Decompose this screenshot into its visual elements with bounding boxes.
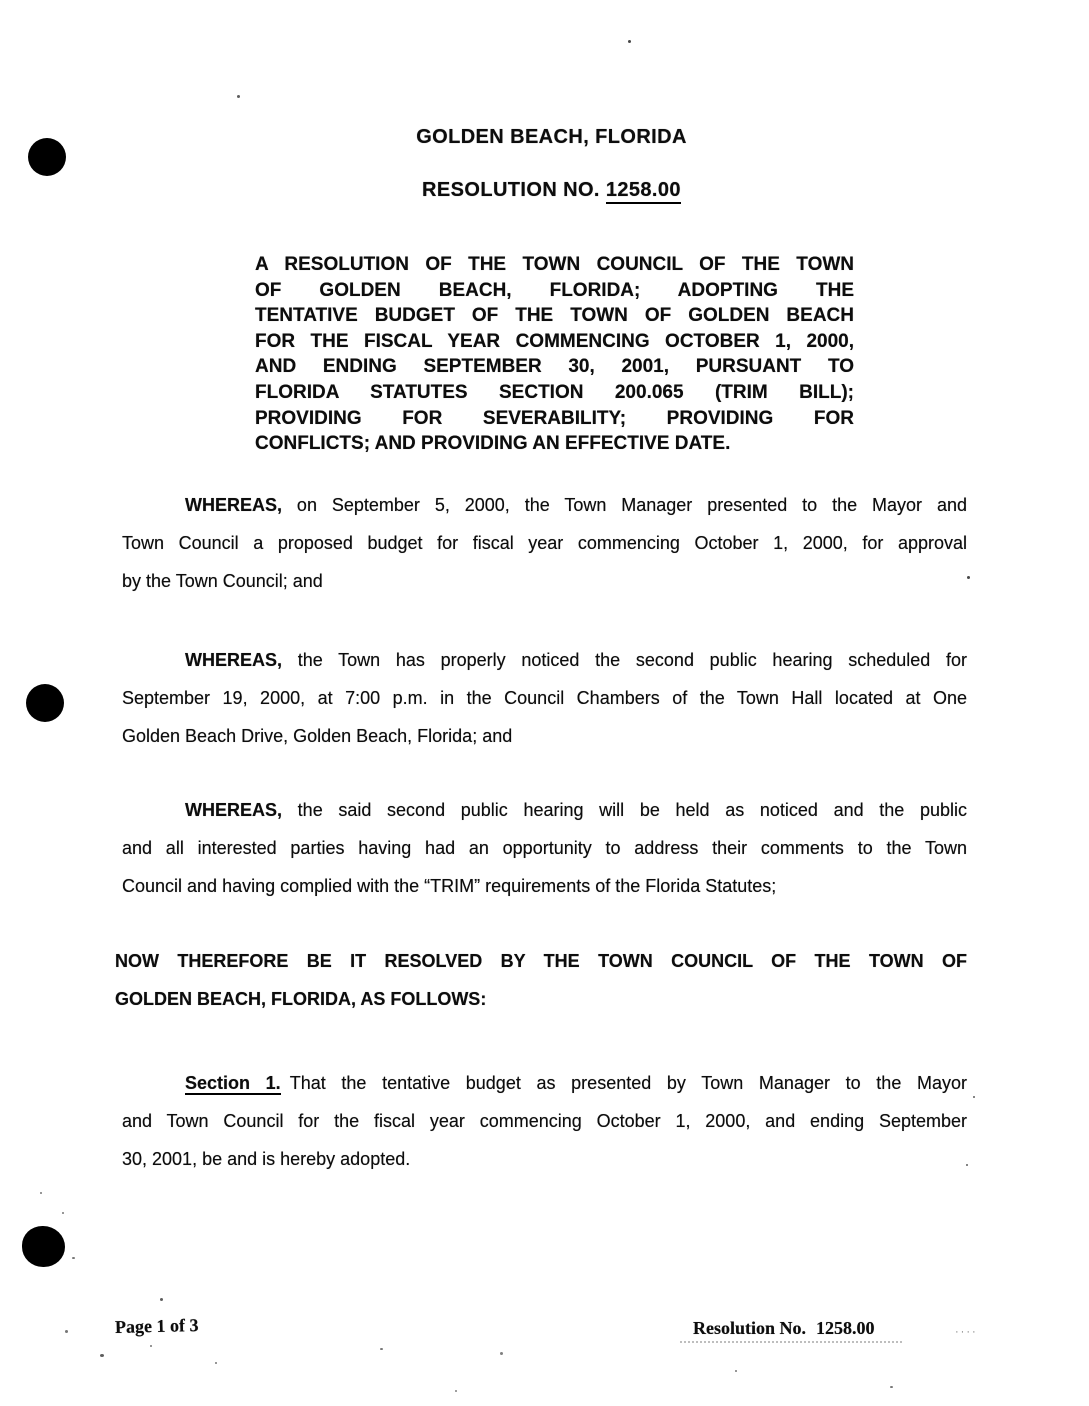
preamble-line: AND ENDING SEPTEMBER 30, 2001, PURSUANT TO <box>255 356 854 378</box>
preamble-line: FLORIDA STATUTES SECTION 200.065 (TRIM BILL); <box>255 381 854 403</box>
text-line: 30, 2001, be and is hereby adopted. <box>122 1149 411 1169</box>
scan-speck <box>160 1298 163 1301</box>
text-line: September 19, 2000, at 7:00 p.m. in the Council Chambers of the Town Hall located at One <box>122 688 967 708</box>
whereas-clause-2 <box>122 641 967 755</box>
whereas-lead: WHEREAS, <box>185 800 283 820</box>
scan-speck <box>62 1212 64 1214</box>
text-line: Section 1. That the tentative budget as presented by Town Manager to the Mayor <box>185 1073 968 1093</box>
text-line: WHEREAS, the said second public hearing will be held as noticed and the public <box>185 800 967 820</box>
resolution-heading <box>0 179 1089 202</box>
whereas-lead: WHEREAS, <box>185 650 283 670</box>
text-line: Council and having complied with the “TRIM” requirements of the Florida Statutes; <box>122 876 777 896</box>
whereas-lead: WHEREAS, <box>185 495 283 515</box>
footer-resolution-reference <box>693 1318 875 1339</box>
hole-punch-bottom <box>22 1226 65 1267</box>
document-title: GOLDEN BEACH, FLORIDA <box>416 126 687 148</box>
resolution-number: 1258.00 <box>606 179 681 204</box>
section-1-paragraph <box>122 1064 967 1178</box>
scan-speck <box>500 1352 503 1355</box>
scan-smudge: ···· <box>955 1326 978 1338</box>
text-line: WHEREAS, the Town has properly noticed the second public hearing scheduled for <box>185 650 967 670</box>
text-line: and Town Council for the fiscal year commencing October 1, 2000, and ending September <box>122 1111 967 1131</box>
preamble-line: TENTATIVE BUDGET OF THE TOWN OF GOLDEN BEACH <box>255 305 854 327</box>
preamble-line: CONFLICTS; AND PROVIDING AN EFFECTIVE DATE. <box>255 433 731 455</box>
footer-resolution-number: 1258.00 <box>816 1318 875 1338</box>
text-line: by the Town Council; and <box>122 571 323 591</box>
scan-speck <box>100 1354 104 1357</box>
scan-speck <box>65 1330 68 1333</box>
scan-speck <box>890 1386 893 1388</box>
scan-speck <box>380 1348 383 1350</box>
preamble-line: PROVIDING FOR SEVERABILITY; PROVIDING FOR <box>255 407 854 429</box>
scan-speck <box>150 1345 152 1347</box>
scan-speck <box>966 1164 968 1166</box>
preamble-block <box>255 252 854 457</box>
preamble-line: A RESOLUTION OF THE TOWN COUNCIL OF THE TOWN <box>255 254 854 275</box>
text-line: Town Council a proposed budget for fiscal year commencing October 1, 2000, for approval <box>122 533 967 553</box>
text-line: WHEREAS, on September 5, 2000, the Town Manager presented to the Mayor and <box>185 495 967 515</box>
text-line: and all interested parties having had an opportunity to address their comments to the Town <box>122 838 967 858</box>
text-line: Golden Beach Drive, Golden Beach, Florida; and <box>122 726 513 746</box>
scan-speck <box>735 1370 737 1372</box>
scan-speck <box>973 1096 975 1098</box>
text-line: GOLDEN BEACH, FLORIDA, AS FOLLOWS: <box>115 989 487 1009</box>
page-number: Page 1 of 3 <box>114 1314 199 1338</box>
preamble-line: FOR THE FISCAL YEAR COMMENCING OCTOBER 1, 2000, <box>255 330 854 352</box>
section-1-lead: Section 1. <box>185 1073 281 1093</box>
whereas-clause-3 <box>122 791 967 905</box>
text-line: NOW THEREFORE BE IT RESOLVED BY THE TOWN COUNCIL OF THE TOWN OF <box>115 951 967 971</box>
hole-punch-middle <box>26 684 64 722</box>
scan-speck <box>237 95 240 98</box>
scan-speck <box>455 1390 457 1392</box>
scan-speck <box>40 1192 42 1194</box>
whereas-clause-1 <box>122 486 967 600</box>
resolved-clause <box>115 942 967 1018</box>
scan-speck <box>215 1362 217 1364</box>
resolution-label: RESOLUTION NO. <box>422 179 606 201</box>
footer-resolution-label: Resolution No. <box>693 1318 807 1338</box>
scan-speck <box>72 1257 75 1259</box>
scan-speck <box>967 576 970 579</box>
preamble-line: OF GOLDEN BEACH, FLORIDA; ADOPTING THE <box>255 279 854 301</box>
scan-speck <box>628 40 631 43</box>
scan-smudge-line <box>680 1341 902 1343</box>
